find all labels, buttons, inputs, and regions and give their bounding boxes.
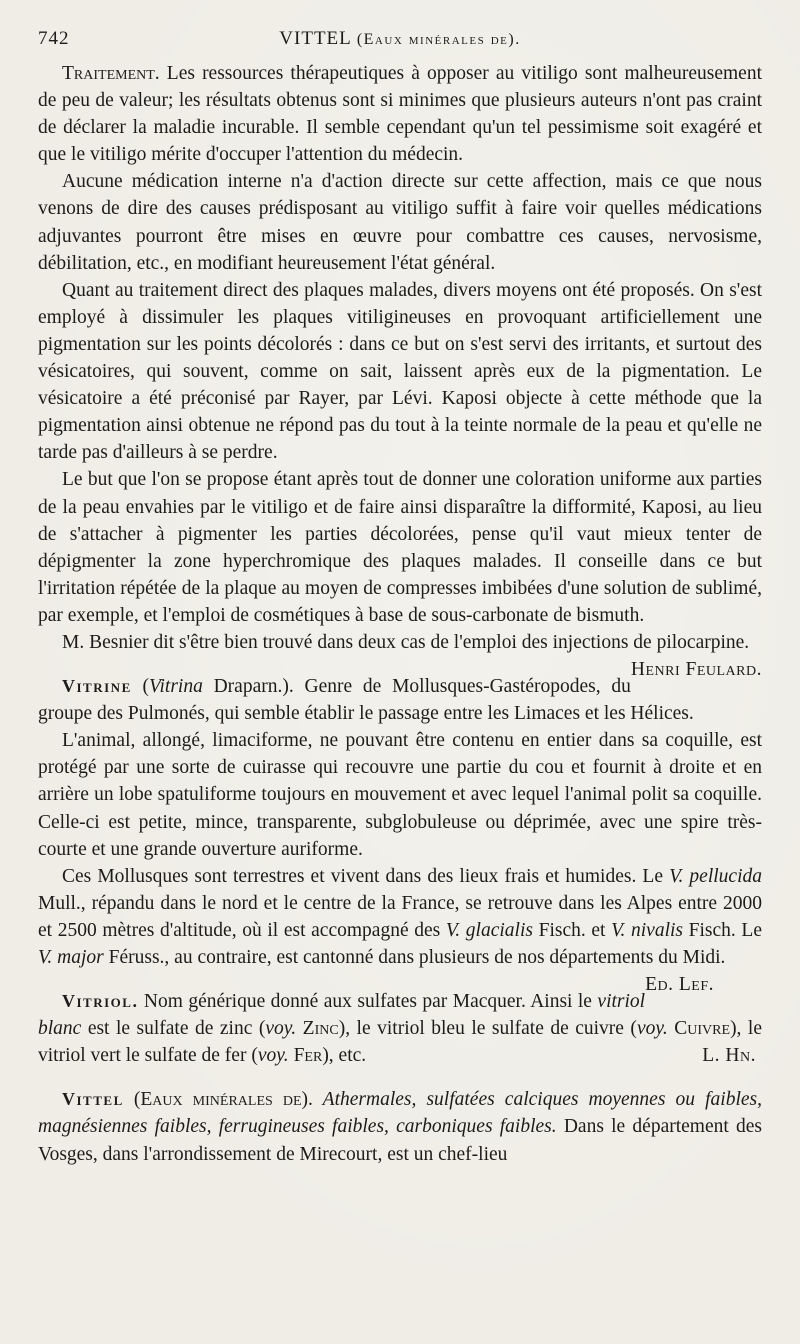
text-run: Féruss., au contraire, est cantonné dans plusieurs de nos départements du Midi. (103, 947, 726, 968)
author-signature-lef: Ed. Lef. (645, 974, 714, 996)
treatment-label: Traitement. (62, 63, 160, 84)
text-run: Ces Mollusques sont terrestres et vivent dans des lieux frais et humides. Le (62, 865, 670, 887)
vitrine-definition: Genre de Mollusques-Gastéropodes, du groupe des Pulmonés, qui semble établir le passage entre les Limaces et les Hélices. (38, 676, 694, 725)
vitrine-latin-name: Vitrina (149, 676, 203, 698)
vitiligo-paragraph-2: Aucune médication interne n'a d'action directe sur cette affection, mais ce que nous venons de dire des causes prédisposant au vitiligo suffit à faire voir quelles médications adjuvantes pourront être mises en œuvre pour combattre ces causes, nervosisme, débilitation, etc., en modifiant heureusement l'état général. (38, 171, 762, 274)
author-signature-hn: L. Hn. (702, 1045, 756, 1067)
running-title-main: VITTEL (279, 28, 352, 49)
vitiligo-paragraph-3: Quant au traitement direct des plaques malades, divers moyens ont été proposés. On s'est employé à dissimuler les plaques vitiligineuses en provoquant artificiellement une pigmentation sur les points décolorés : dans ce but on s'est servi des irritants, et surtout des vésicatoires, qui souvent, comme on sait, laissent après eux de la pigmentation. Le vésicatoire a été préconisé par Rayer, par Lévi. Kaposi objecte à cette méthode que la pigmentation ainsi obtenue ne répond pas du tout à la teinte normale de la peau et qu'elle ne tarde pas d'ailleurs à se perdre. (38, 279, 762, 464)
treatment-text: Les ressources thérapeutiques à opposer au vitiligo sont malheureusement de peu de valeur; les résultats obtenus sont si minimes que plusieurs auteurs n'ont pas craint de déclarer la maladie incurable. Il semble cependant qu'un tel pessimisme soit exagéré et que le vitiligo mérite d'occuper l'attention du médecin. (38, 63, 762, 166)
species-name: V. nivalis (611, 919, 684, 941)
vittel-subtitle: (Eaux minérales de). (123, 1089, 313, 1111)
italic-run: voy. (265, 1018, 297, 1040)
species-name: V. major (38, 947, 104, 968)
page-number: 742 (38, 28, 70, 49)
vitriol-paragraph (38, 988, 762, 1069)
text-run: ), etc. (322, 1045, 367, 1067)
text-run: Fisch. Le (683, 919, 762, 941)
running-title (38, 28, 762, 50)
text-run: Mull., répandu dans le nord et le centre de la France, se retrouve dans les Alpes entre 2000 et 2500 mètres d'altitude, où il est accompagné des (38, 892, 762, 941)
running-title-sub: (Eaux minérales de). (356, 31, 521, 48)
species-name: V. pellucida (669, 865, 762, 887)
cross-reference: Zinc (296, 1018, 339, 1040)
text-run: Nom générique donné aux sulfates par Macquer. Ainsi le (138, 991, 598, 1013)
vitiligo-paragraph-5 (38, 629, 762, 681)
vitrine-paragraph-2: L'animal, allongé, limaciforme, ne pouvant être contenu en entier dans sa coquille, est protégé par une sorte de cuirasse qui recouvre une partie du cou et fournit à droite et en arrière un lobe spatuliforme toujours en mouvement et avec lequel l'animal polit sa coquille. Celle-ci est petite, mince, transparente, subglobuleuse ou déprimée, avec une spire très-courte et une grande ouverture auriforme. (38, 730, 762, 860)
headword-vittel: Vittel (62, 1089, 124, 1110)
cross-reference: Cuivre (667, 1018, 731, 1040)
vittel-paragraph (38, 1086, 762, 1167)
vittel-classification: Athermales, sulfatées calciques moyennes ou faibles, magnésiennes faibles, ferrugineuses faibles, carboniques faibles. (38, 1089, 762, 1138)
running-header (38, 22, 762, 60)
text-run: ), le vitriol bleu le sulfate de cuivre ( (338, 1018, 637, 1040)
headword-vitrine: Vitrine (62, 676, 132, 697)
italic-run: voy. (636, 1018, 668, 1040)
species-name: V. glacialis (445, 919, 533, 941)
text-run: ), le vitriol vert le sulfate de fer ( (38, 1018, 762, 1067)
vitiligo-paragraph-5-text: M. Besnier dit s'être bien trouvé dans deux cas de l'emploi des injections de pilocarpine. (62, 631, 750, 653)
vitiligo-treatment-paragraph (38, 60, 762, 168)
vitrine-authority: Draparn.). (202, 676, 294, 698)
vitrine-paren: ( (131, 676, 150, 698)
text-run: Fisch. et (532, 919, 612, 941)
vitiligo-paragraph-4: Le but que l'on se propose étant après tout de donner une coloration uniforme aux parties de la peau envahies par le vitiligo et de faire ainsi disparaître la difformité, Kaposi, au lieu de s'attacher à pigmenter les parties décolorées, pense qu'il vaut mieux tenter de dépigmenter la zone hyperchromique des plaques malades. Il conseille dans ce but l'irritation répétée de la plaque au moyen de compresses imbibées d'une solution de sublimé, par exemple, et l'emploi de cosmétiques à base de sous-carbonate de bismuth. (38, 469, 762, 626)
author-signature-feulard: Henri Feulard. (630, 659, 762, 681)
cross-reference: Fer (288, 1045, 323, 1067)
headword-vitriol: Vitriol. (62, 991, 139, 1012)
italic-run: vitriol blanc (38, 991, 646, 1040)
vitrine-paragraph-3 (38, 863, 762, 996)
italic-run: voy. (257, 1045, 289, 1067)
text-run: est le sulfate de zinc ( (81, 1018, 266, 1040)
vittel-text: Dans le département des Vosges, dans l'arrondissement de Mirecourt, est un chef-lieu (38, 1116, 762, 1165)
